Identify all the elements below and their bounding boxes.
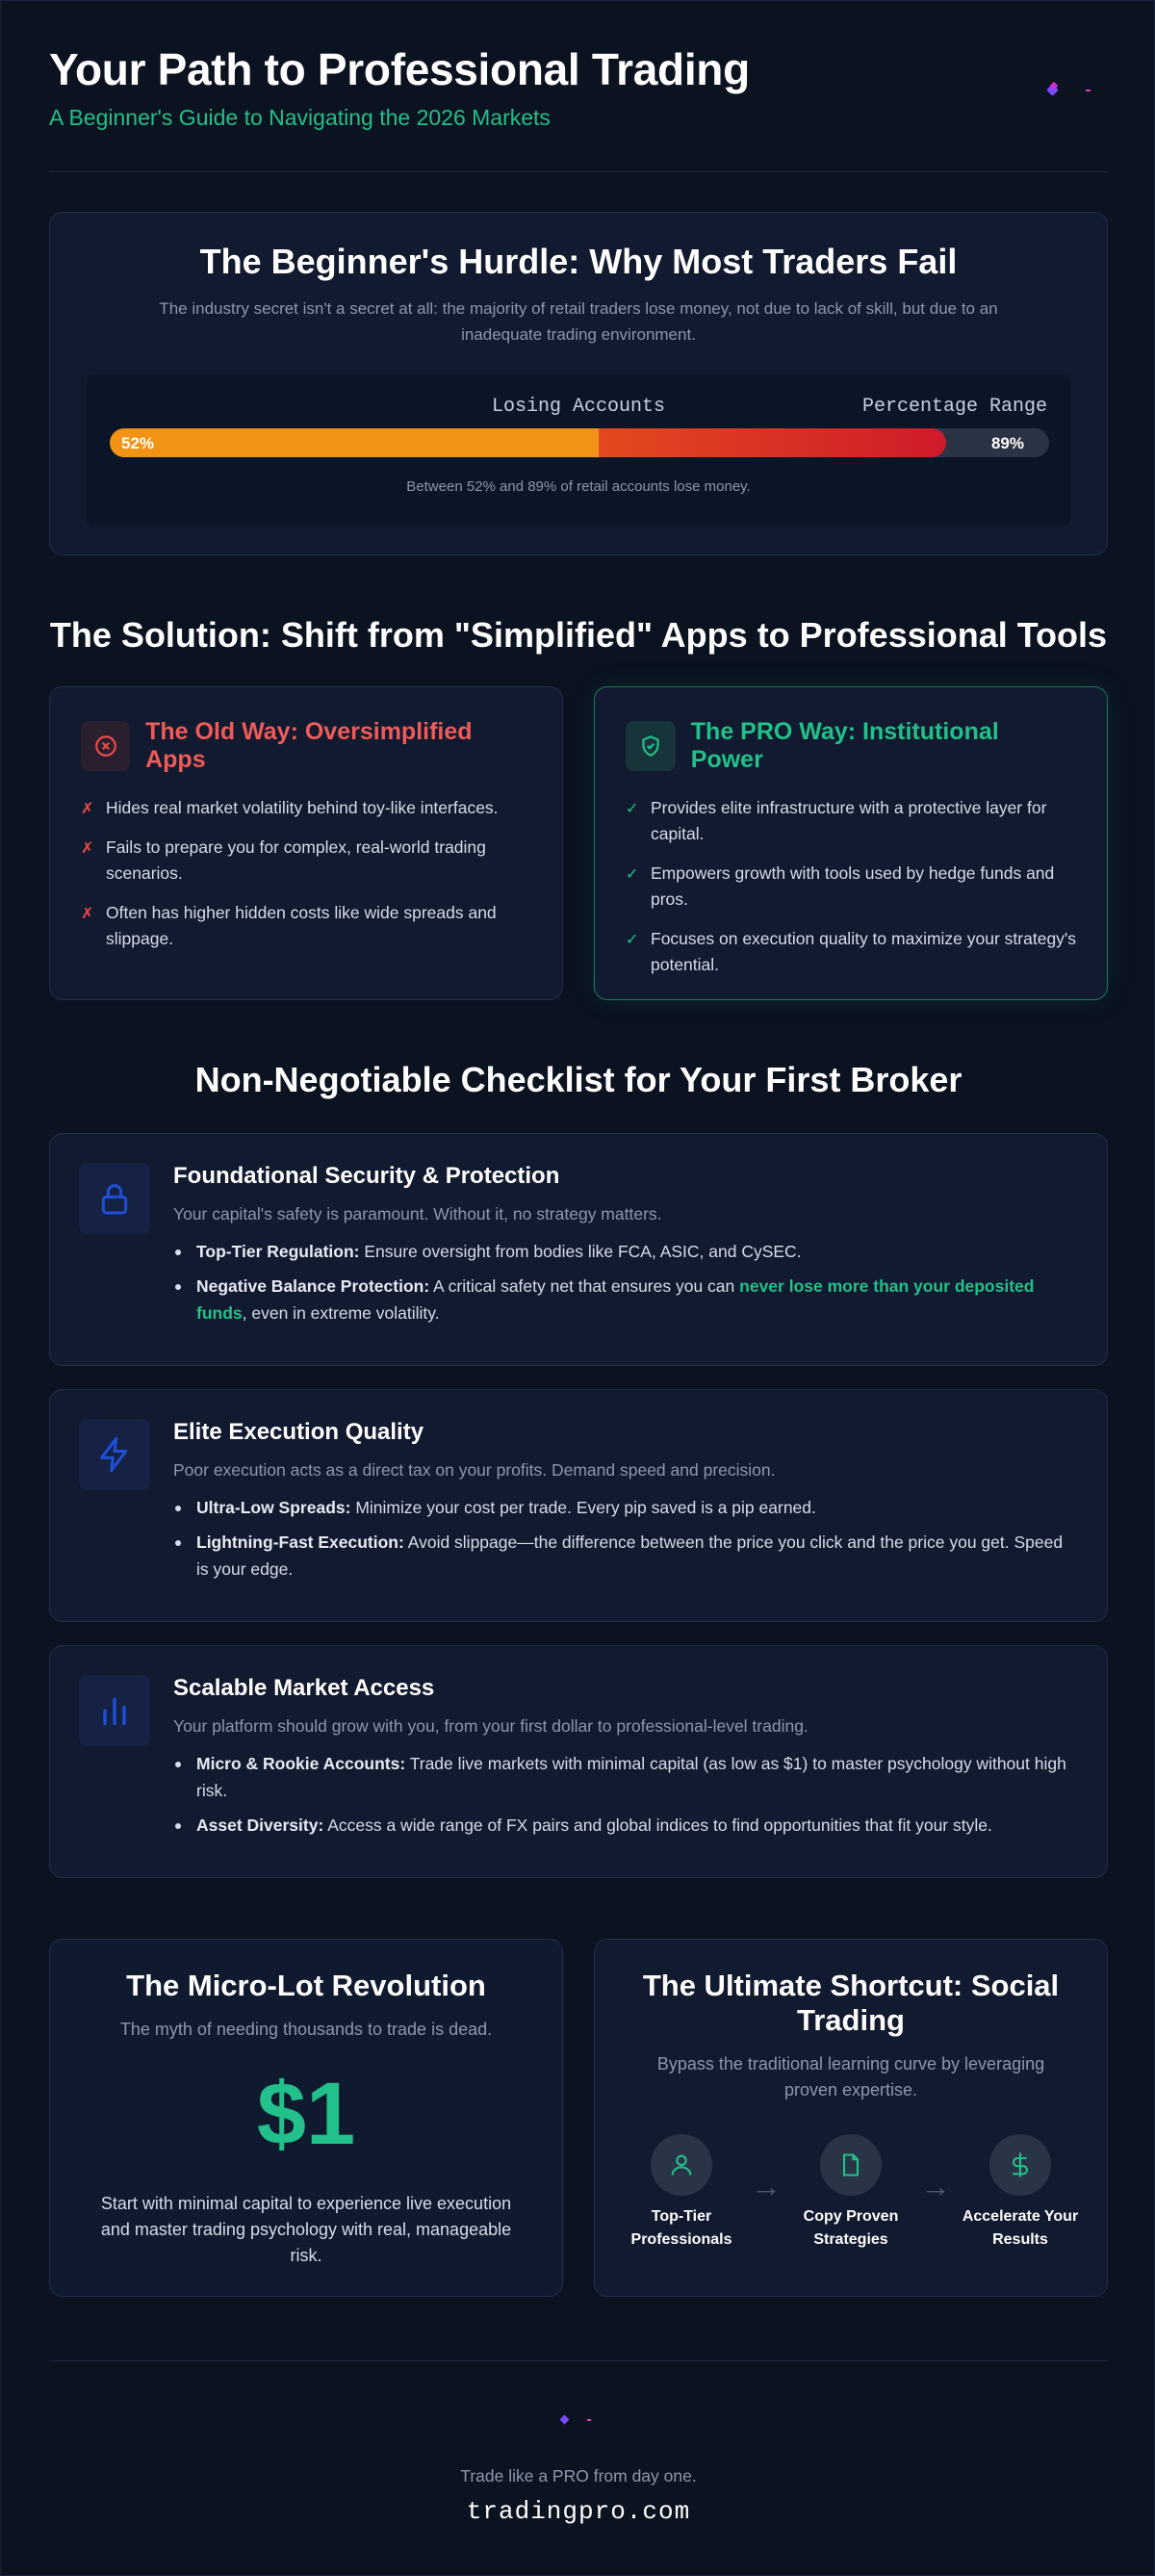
bar-low-label: 52% <box>121 434 155 452</box>
bar-chart-icon <box>79 1675 150 1746</box>
social-flow <box>614 2134 1088 2252</box>
dollar-icon <box>989 2134 1051 2196</box>
social-trading-card <box>594 1939 1108 2297</box>
social-title: The Ultimate Shortcut: Social Trading <box>642 1969 1060 2037</box>
security-title: Foundational Security & Protection <box>173 1163 560 1189</box>
list-item: ✓ Empowers growth with tools used by hedge funds and pros. <box>626 863 1055 909</box>
flow-step <box>614 2134 749 2252</box>
highlight-text: never lose more than your deposited funds <box>196 1276 1035 1323</box>
list-item: Lightning-Fast Execution: Avoid slippage—the difference between the price you click and the price you get. Speed is your edge. <box>173 1529 1068 1583</box>
list-item: ✓ Focuses on execution quality to maximize your strategy's potential. <box>626 929 1077 974</box>
footer-tagline: Trade like a PRO from day one. <box>460 2466 697 2486</box>
list-item: ✗ Often has higher hidden costs like wide spreads and slippage. <box>81 903 497 948</box>
flow-step <box>783 2134 918 2252</box>
solution-title: The Solution: Shift from "Simplified" Apps to Professional Tools <box>49 615 1108 655</box>
micro-lot-card <box>49 1939 563 2297</box>
footer-logo-icon <box>561 2414 600 2426</box>
document-icon <box>820 2134 882 2196</box>
old-way-title: The Old Way: Oversimplified Apps <box>145 718 473 773</box>
footer-url-link[interactable]: tradingpro.com <box>466 2497 691 2526</box>
cross-icon: ✗ <box>81 840 94 857</box>
micro-body: Start with minimal capital to experience live execution and master trading psychology with real, manageable risk. <box>100 2194 512 2265</box>
list-item: Micro & Rookie Accounts: Trade live markets with minimal capital (as low as $1) to master psychology without high risk. <box>173 1750 1068 1804</box>
bar-low-segment <box>110 428 599 457</box>
bar-high-segment <box>599 428 946 457</box>
pro-way-list <box>626 795 1076 978</box>
cross-icon: ✗ <box>81 906 94 922</box>
page-subtitle: A Beginner's Guide to Navigating the 2026 Markets <box>49 105 551 130</box>
bar-high-label: 89% <box>990 434 1024 452</box>
hurdle-title: The Beginner's Hurdle: Why Most Traders Fail <box>199 242 958 281</box>
flow-step <box>953 2134 1088 2252</box>
micro-title: The Micro-Lot Revolution <box>126 1969 486 2002</box>
list-item: ✓ Provides elite infrastructure with a protective layer for capital. <box>626 798 1047 843</box>
old-way-list <box>81 795 531 952</box>
lock-icon <box>79 1163 150 1234</box>
arrow-right-icon: → <box>751 2169 782 2203</box>
social-subtitle: Bypass the traditional learning curve by leveraging proven expertise. <box>656 2054 1045 2099</box>
step-label: Copy Proven Strategies <box>803 2208 899 2248</box>
execution-card <box>49 1389 1108 1622</box>
check-icon: ✓ <box>626 932 639 948</box>
pro-way-card <box>594 686 1108 1000</box>
stat-label-left: Losing Accounts <box>491 396 666 418</box>
old-way-card <box>49 686 563 1000</box>
list-item: Asset Diversity: Access a wide range of FX pairs and global indices to find opportunities that fit your style. <box>173 1812 1068 1839</box>
arrow-right-icon: → <box>920 2169 951 2203</box>
brand-logo-icon <box>1048 82 1098 97</box>
micro-subtitle: The myth of needing thousands to trade is dead. <box>119 2020 493 2039</box>
step-label: Top-Tier Professionals <box>630 2208 732 2248</box>
page-title: Your Path to Professional Trading <box>49 44 750 94</box>
losing-accounts-panel <box>87 374 1070 527</box>
x-circle-icon <box>81 721 130 771</box>
execution-desc: Poor execution acts as a direct tax on your profits. Demand speed and precision. <box>173 1460 776 1480</box>
user-icon <box>651 2134 712 2196</box>
access-title: Scalable Market Access <box>173 1675 435 1701</box>
list-item: Negative Balance Protection: A critical safety net that ensures you can never lose more than your deposited funds, even in extreme volatility. <box>173 1273 1068 1327</box>
one-dollar-figure: $1 <box>256 2065 356 2163</box>
header <box>49 43 1108 172</box>
security-desc: Your capital's safety is paramount. Without it, no strategy matters. <box>173 1204 662 1224</box>
list-item: Ultra-Low Spreads: Minimize your cost per trade. Every pip saved is a pip earned. <box>173 1494 1068 1521</box>
cross-icon: ✗ <box>81 801 94 817</box>
access-card <box>49 1645 1108 1878</box>
list-item: ✗ Hides real market volatility behind toy-like interfaces. <box>81 795 531 821</box>
stat-label-right: Percentage Range <box>861 396 1047 418</box>
footer-divider <box>49 2360 1108 2361</box>
check-icon: ✓ <box>626 801 639 817</box>
execution-title: Elite Execution Quality <box>173 1419 424 1445</box>
hurdle-section <box>49 212 1108 555</box>
shield-check-icon <box>626 721 676 771</box>
step-label: Accelerate Your Results <box>962 2208 1079 2248</box>
security-card <box>49 1133 1108 1366</box>
lightning-icon <box>79 1419 150 1490</box>
list-item: Top-Tier Regulation: Ensure oversight from bodies like FCA, ASIC, and CySEC. <box>173 1238 1068 1265</box>
check-icon: ✓ <box>626 866 639 883</box>
hurdle-lead: The industry secret isn't a secret at all: the majority of retail traders lose money, not due to lack of skill, but due to an inadequate trading environment. <box>159 299 998 344</box>
access-desc: Your platform should grow with you, from your first dollar to professional-level trading. <box>173 1716 808 1736</box>
checklist-title: Non-Negotiable Checklist for Your First Broker <box>194 1060 962 1099</box>
list-item: ✗ Fails to prepare you for complex, real-world trading scenarios. <box>81 837 486 883</box>
pro-way-title: The PRO Way: Institutional Power <box>690 718 999 773</box>
stat-note: Between 52% and 89% of retail accounts lose money. <box>406 478 751 495</box>
percentage-bar <box>110 428 1049 457</box>
